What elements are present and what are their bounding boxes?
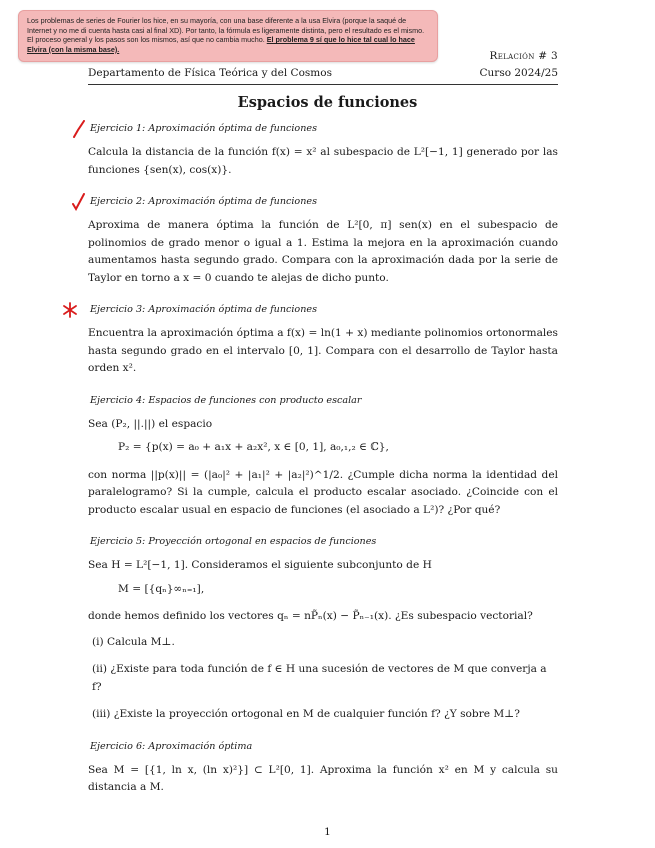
note-text: Los problemas de series de Fourier los hice, en su mayoría, con una base diferente a la usa Elvira (porque la saqué de Internet y no me di cuenta hasta casi al final XD). Por tanto, la fórmula es ligeramente distinta, pero el resultado es el mismo. El proceso general y los pasos son los mismos, así que no cambia mucho. [27, 16, 425, 45]
exercise-3-heading: Ejercicio 3: Aproximación óptima de funciones [90, 301, 558, 319]
exercise-6-heading: Ejercicio 6: Aproximación óptima [90, 740, 253, 752]
exercise-3-text: Encuentra la aproximación óptima a f(x) = ln(1 + x) mediante polinomios ortonormales hasta segundo grado en el intervalo [0, 1]. Compara con el desarrollo de Taylor hasta orden x². [88, 327, 558, 374]
exercise-5-intro: Sea H = L²[−1, 1]. Consideramos el siguiente subconjunto de H [88, 559, 432, 571]
page-title: Espacios de funciones [237, 94, 418, 111]
document-body [88, 120, 558, 811]
check-icon [72, 120, 86, 138]
department-label: Departamento de Física Teórica y del Cosmos [88, 67, 332, 79]
exercise-5-formula: M = [{qₙ}∞ₙ₌₁], [118, 582, 205, 595]
header-rule [88, 84, 558, 85]
exercise-5-item-iii: (iii) ¿Existe la proyección ortogonal en M de cualquier función f? ¿Y sobre M⊥? [92, 708, 520, 720]
exercise-4-text: con norma ||p(x)|| = (|a₀|² + |a₁|² + |a₂|²)^1/2. ¿Cumple dicha norma la identidad del paralelogramo? Si la cumple, calcula el producto escalar asociado. ¿Coincide con el producto escalar usual en espacio de funciones (el asociado a L²)? ¿Por qué? [88, 468, 558, 516]
asterisk-icon [62, 301, 76, 319]
page-number: 1 [324, 826, 331, 838]
exercise-2-text: Aproxima de manera óptima la función de L²[0, π] sen(x) en el subespacio de polinomios de grado menor o igual a 1. Estima la mejora en la aproximación cuando aumentamos hasta segundo grado. Compara con la aproximación dada por la serie de Taylor en torno a x = 0 cuando te alejas de dicho punto. [88, 219, 558, 284]
exercise-5-text: donde hemos definido los vectores qₙ = nP̃ₙ(x) − P̃ₙ₋₁(x). ¿Es subespacio vectorial? [88, 610, 533, 622]
relacion-label: Relación # 3 [489, 50, 558, 62]
exercise-2-heading: Ejercicio 2: Aproximación óptima de funciones [90, 193, 558, 211]
exercise-4-formula: P₂ = {p(x) = a₀ + a₁x + a₂x², x ∈ [0, 1], a₀,₁,₂ ∈ ℂ}, [118, 441, 389, 453]
exercise-5-heading: Ejercicio 5: Proyección ortogonal en espacios de funciones [90, 536, 377, 547]
exercise-5-item-ii: (ii) ¿Existe para toda función de f ∈ H una sucesión de vectores de M que converja a f? [92, 663, 547, 693]
sticky-note[interactable] [18, 10, 438, 62]
exercise-4-heading: Ejercicio 4: Espacios de funciones con producto escalar [90, 394, 362, 406]
exercise-4-intro: Sea (P₂, ||.||) el espacio [88, 417, 213, 430]
exercise-6-text: Sea M = [{1, ln x, (ln x)²}] ⊂ L²[0, 1]. Aproxima la función x² en M y calcula su distancia a M. [88, 763, 558, 793]
exercise-1-text: Calcula la distancia de la función f(x) = x² al subespacio de L²[−1, 1] generado por las funciones {sen(x), cos(x)}. [88, 146, 558, 176]
course-label: Curso 2024/25 [479, 67, 558, 79]
exercise-5-item-i: (i) Calcula M⊥. [92, 635, 175, 648]
note-underlined-text: El problema 9 sí que lo hice tal cual lo hace Elvira (con la misma base). [27, 35, 415, 54]
check-icon [72, 193, 86, 211]
exercise-1-heading: Ejercicio 1: Aproximación óptima de funciones [90, 120, 558, 138]
